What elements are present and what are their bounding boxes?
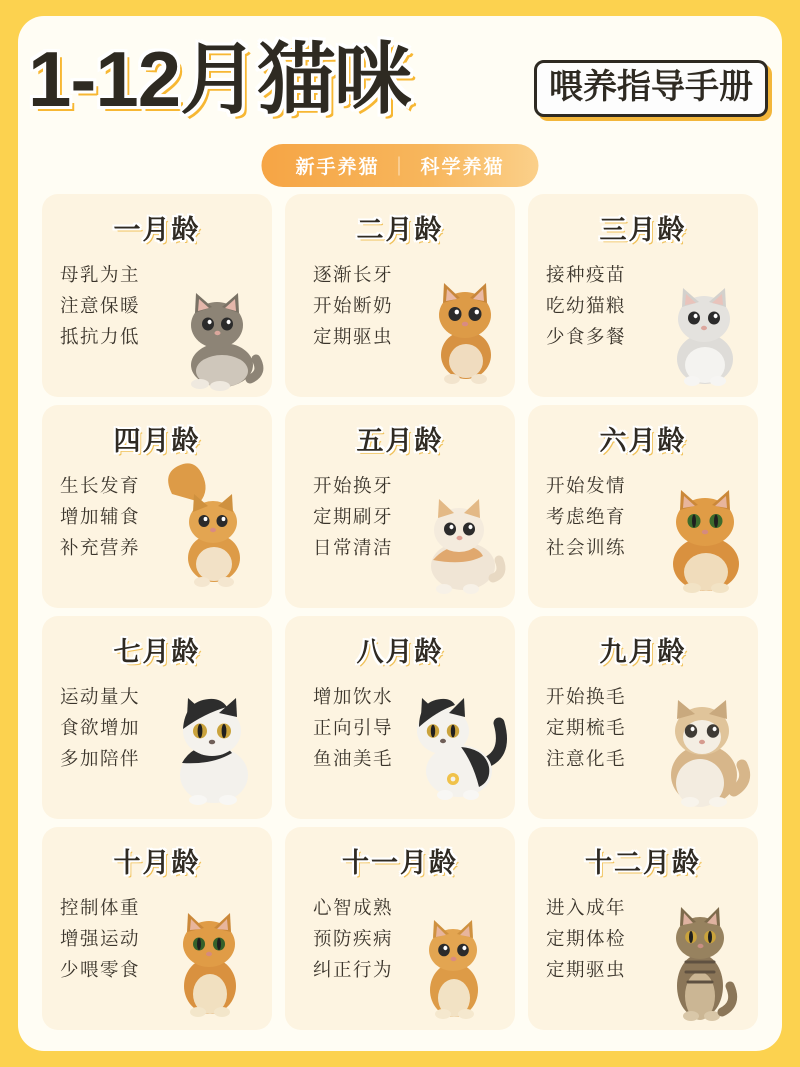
card-line: 鱼油美毛 [313, 748, 394, 769]
card-title: 四月龄 [113, 426, 201, 456]
card-line: 定期驱虫 [313, 326, 394, 347]
subtitle-left: 新手养猫 [295, 157, 380, 178]
card-lines [538, 259, 748, 352]
card-line: 逐渐长牙 [313, 264, 394, 285]
card-line: 注意化毛 [546, 748, 627, 769]
card-lines [52, 681, 262, 774]
card-line: 进入成年 [546, 897, 627, 918]
subtitle-right: 科学养猫 [420, 157, 505, 178]
card-line: 少食多餐 [546, 326, 627, 347]
card-line: 控制体重 [60, 897, 141, 918]
month-card-grid [42, 194, 758, 1030]
card-line: 预防疾病 [313, 928, 394, 949]
card-line: 定期驱虫 [546, 959, 627, 980]
month-card [528, 616, 758, 819]
card-title: 二月龄 [356, 215, 444, 245]
title-badge: 喂养指导手册 [534, 60, 768, 117]
card-title: 十一月龄 [342, 848, 458, 878]
month-card [528, 194, 758, 397]
month-card [285, 616, 515, 819]
card-lines [538, 470, 748, 563]
card-lines [52, 892, 262, 985]
card-lines [52, 259, 262, 352]
card-lines [538, 681, 748, 774]
card-line: 补充营养 [60, 537, 141, 558]
card-line: 纠正行为 [313, 959, 394, 980]
card-line: 增加辅食 [60, 506, 141, 527]
card-line: 多加陪伴 [60, 748, 141, 769]
card-lines [295, 892, 505, 985]
card-lines [52, 470, 262, 563]
card-title: 一月龄 [113, 215, 201, 245]
card-line: 开始发情 [546, 475, 627, 496]
card-title: 五月龄 [356, 426, 444, 456]
card-line: 开始断奶 [313, 295, 394, 316]
card-lines [538, 892, 748, 985]
card-line: 定期梳毛 [546, 717, 627, 738]
card-line: 生长发育 [60, 475, 141, 496]
card-line: 抵抗力低 [60, 326, 141, 347]
card-line: 开始换毛 [546, 686, 627, 707]
card-lines [295, 681, 505, 774]
card-line: 日常清洁 [313, 537, 394, 558]
card-line: 定期刷牙 [313, 506, 394, 527]
card-line: 吃幼猫粮 [546, 295, 627, 316]
card-line: 少喂零食 [60, 959, 141, 980]
page-title: 1-12月猫咪 [28, 35, 412, 123]
card-title: 六月龄 [599, 426, 687, 456]
card-line: 考虑绝育 [546, 506, 627, 527]
month-card [528, 827, 758, 1030]
subtitle-separator: ｜ [389, 157, 411, 178]
month-card [42, 827, 272, 1030]
card-lines [295, 470, 505, 563]
month-card [42, 616, 272, 819]
card-line: 食欲增加 [60, 717, 141, 738]
card-title: 十月龄 [113, 848, 201, 878]
month-card [285, 405, 515, 608]
month-card [528, 405, 758, 608]
card-line: 社会训练 [546, 537, 627, 558]
card-title: 三月龄 [599, 215, 687, 245]
card-line: 注意保暖 [60, 295, 141, 316]
poster-header [18, 16, 782, 178]
month-card [42, 194, 272, 397]
card-line: 定期体检 [546, 928, 627, 949]
month-card [285, 827, 515, 1030]
subtitle-pill [261, 144, 538, 187]
card-line: 接种疫苗 [546, 264, 627, 285]
card-line: 心智成熟 [313, 897, 394, 918]
card-title: 九月龄 [599, 637, 687, 667]
card-title: 七月龄 [113, 637, 201, 667]
card-lines [295, 259, 505, 352]
card-title: 八月龄 [356, 637, 444, 667]
month-card [42, 405, 272, 608]
card-line: 母乳为主 [60, 264, 141, 285]
card-line: 开始换牙 [313, 475, 394, 496]
card-line: 增加饮水 [313, 686, 394, 707]
card-line: 运动量大 [60, 686, 141, 707]
month-card [285, 194, 515, 397]
card-title: 十二月龄 [585, 848, 701, 878]
poster-panel [18, 16, 782, 1051]
card-line: 增强运动 [60, 928, 141, 949]
card-line: 正向引导 [313, 717, 394, 738]
